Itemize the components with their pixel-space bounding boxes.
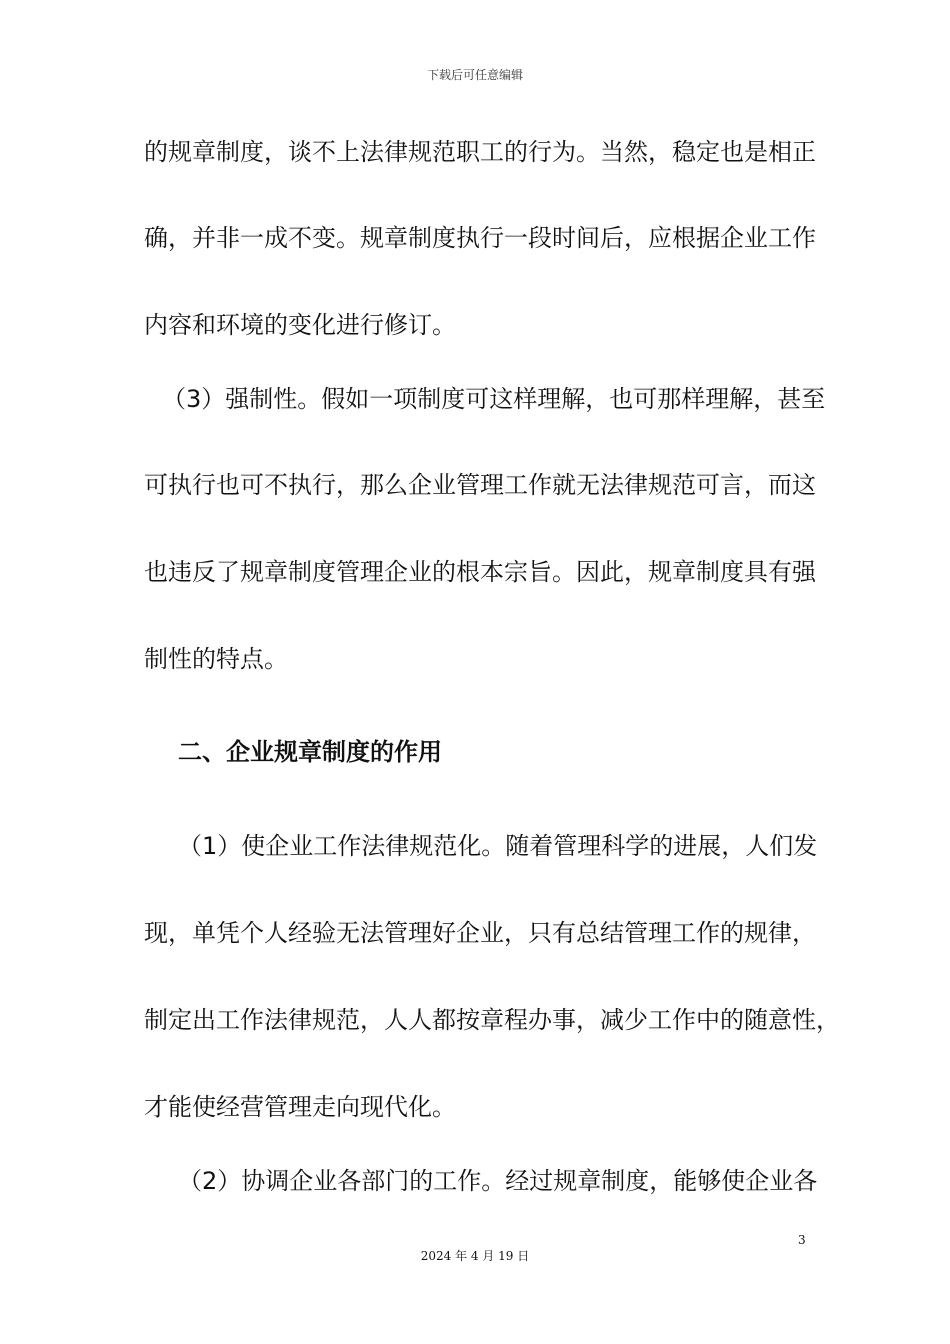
- page-number: 3: [798, 1233, 806, 1247]
- footer-date: 2024 年 4 月 19 日: [420, 1249, 530, 1263]
- paragraph-line: 制性的特点。: [144, 645, 288, 673]
- paragraph-line: 现，单凭个人经验无法管理好企业，只有总结管理工作的规律，: [144, 919, 816, 947]
- paragraph-line: 可执行也可不执行，那么企业管理工作就无法律规范可言，而这: [144, 471, 816, 499]
- paragraph-line: 确，并非一成不变。规章制度执行一段时间后，应根据企业工作: [144, 224, 816, 252]
- section-heading: 二、企业规章制度的作用: [178, 738, 442, 766]
- page-header: 下载后可任意编辑: [426, 68, 523, 82]
- paragraph-line: （1）使企业工作法律规范化。随着管理科学的进展，人们发: [178, 832, 818, 860]
- paragraph-line: 才能使经营管理走向现代化。: [144, 1093, 456, 1121]
- paragraph-line: （3）强制性。假如一项制度可这样理解，也可那样理解，甚至: [162, 385, 826, 413]
- paragraph-line: （2）协调企业各部门的工作。经过规章制度，能够使企业各: [178, 1167, 818, 1195]
- paragraph-line: 也违反了规章制度管理企业的根本宗旨。因此，规章制度具有强: [144, 558, 816, 586]
- paragraph-line: 制定出工作法律规范，人人都按章程办事，减少工作中的随意性，: [144, 1006, 840, 1034]
- paragraph-line: 的规章制度，谈不上法律规范职工的行为。当然，稳定也是相正: [144, 138, 816, 166]
- paragraph-line: 内容和环境的变化进行修订。: [144, 311, 456, 339]
